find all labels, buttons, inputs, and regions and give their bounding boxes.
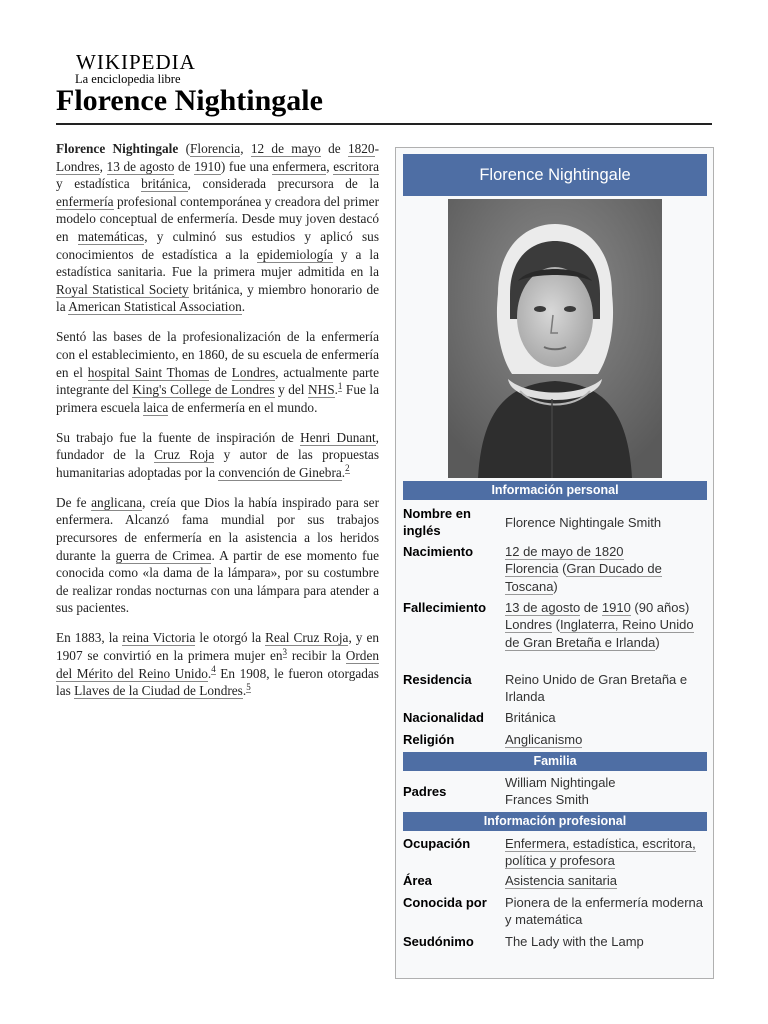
link-american-statistical-association[interactable]: American Statistical Association bbox=[68, 299, 242, 315]
reference-2[interactable]: 2 bbox=[345, 463, 350, 474]
page-title: Florence Nightingale bbox=[56, 84, 323, 117]
paragraph-faith: De fe anglicana, creía que Dios la había inspirado para ser enfermera. Alcanzó fama mundial por sus trabajos precursores de enfermería en la asistencia a los heridos durante la guerra de Crimea. A partir de ese momento fue conocida como «la dama de la lámpara», por su costumbre de realizar rondas nocturnas con una lámpara para atender a sus pacientes. bbox=[56, 494, 380, 616]
link-orden-del-merito[interactable]: Orden del Mérito del Reino Unido bbox=[56, 648, 379, 681]
link-birth-place[interactable]: Florencia bbox=[505, 561, 559, 577]
paragraph-honors: En 1883, la reina Victoria le otorgó la Real Cruz Roja, y en 1907 se convirtió en la primera mujer $en^3$ recibir la Orden del Mérito del Reino Unido.$^4$ En 1908, le fueron otorgadas las Llaves de la Ciudad de Londres.$^5$ bbox=[56, 630, 380, 699]
link-anglicanismo[interactable]: Anglicanismo bbox=[505, 732, 583, 747]
link-real-cruz-roja[interactable]: Real Cruz Roja bbox=[265, 630, 349, 646]
paragraph-intro: Florence Nightingale (Florencia, 12 de mayo de 1820-Londres, 13 de agosto de 1910) fue una enfermera, escritora y estadística británica, considerada precursora de la enfermería profesional contemporánea y creadora del primer modelo conceptual de enfermería. Desde muy joven destacó en matemáticas, y culminó sus estudios y aplicó sus conocimientos de estadística a la epidemiología y a la estadística sanitaria. Fue la primera mujer admitida en la Royal Statistical Society británica, y miembro honorario de la American Statistical Association. bbox=[56, 141, 379, 315]
link-londres-2[interactable]: Londres bbox=[231, 364, 276, 380]
link-birth-date[interactable]: 12 de mayo de 1820 bbox=[505, 544, 624, 559]
title-divider bbox=[56, 123, 712, 125]
portrait-photo[interactable] bbox=[448, 199, 662, 478]
link-asistencia-sanitaria[interactable]: Asistencia sanitaria bbox=[505, 873, 617, 888]
wikipedia-logo[interactable]: WIKIPEDIA bbox=[76, 50, 196, 74]
paragraph-school: Sentó las bases de la profesionalización de la enfermería con el establecimiento, en 1860, de su escuela de enfermería en el hospital Saint Thomas de Londres, actualmente parte integrante del King's College de Londres y del NHS.$^1$ Fue la primera escuela laica de enfermería en el mundo. bbox=[56, 329, 380, 415]
link-nhs[interactable]: NHS bbox=[307, 382, 335, 398]
infobox-title: Florence Nightingale bbox=[403, 154, 707, 196]
link-laica[interactable]: laica bbox=[143, 399, 169, 415]
reference-5[interactable]: 5 bbox=[246, 681, 251, 692]
link-death-date[interactable]: 13 de agosto bbox=[505, 600, 581, 615]
link-anglicana[interactable]: anglicana bbox=[91, 494, 143, 510]
paragraph-inspiration: Su trabajo fue la fuente de inspiración de Henri Dunant, fundador de la Cruz Roja y autor de las propuestas humanitarias adoptadas por la convención de Ginebra.$^2$ bbox=[56, 429, 379, 480]
link-llaves-ciudad-londres[interactable]: Llaves de la Ciudad de Londres bbox=[74, 683, 243, 699]
link-birth-region[interactable]: Gran Ducado de Toscana bbox=[505, 561, 662, 594]
reference-4[interactable]: 4 bbox=[211, 664, 216, 675]
link-12-de-mayo[interactable]: 12 de mayo bbox=[250, 141, 321, 156]
infobox: Florence Nightingale Información personal Nombre en inglés Florence Nightingale Smith Nacimiento 12 de mayo de 1820 Florencia (Gran Ducado de Toscana) Fallecimiento 13 de agosto de 1910 (90 años) Londres (Inglaterra, Reino Unido de Gran Bretaña e Irlanda) Residencia Reino Unido de Gran Bretaña e Irlanda Nacionalidad Británica Religión Anglicanismo Familia Padres William Nightingale Frances Smith Información profesional Ocupación Enfermera, estadística, escritora, política y profesora Área Asistencia sanitaria Conocida por Pionera de la enfermería moderna y matemática Seudónimo The Lady with the Lamp bbox=[395, 147, 714, 979]
link-royal-statistical-society[interactable]: Royal Statistical Society bbox=[56, 281, 189, 297]
section-professional-info: Información profesional bbox=[403, 812, 707, 831]
link-florencia[interactable]: Florencia bbox=[190, 141, 241, 156]
link-matematicas[interactable]: matemáticas bbox=[77, 228, 145, 244]
link-1820[interactable]: 1820 bbox=[347, 141, 375, 156]
section-personal-info: Información personal bbox=[403, 481, 707, 500]
article-body bbox=[56, 140, 379, 712]
link-enfermeria[interactable]: enfermería bbox=[56, 193, 114, 209]
link-death-region[interactable]: Inglaterra, Reino Unido de Gran Bretaña e Irlanda bbox=[505, 617, 694, 650]
subject-name: Florence Nightingale bbox=[56, 141, 179, 156]
link-13-de-agosto[interactable]: 13 de agosto bbox=[106, 158, 175, 174]
link-escritora[interactable]: escritora bbox=[333, 158, 379, 174]
reference-1[interactable]: 1 bbox=[337, 380, 343, 391]
link-reina-victoria[interactable]: reina Victoria bbox=[122, 630, 196, 646]
link-convencion-de-ginebra[interactable]: convención de Ginebra bbox=[218, 464, 342, 480]
link-epidemiologia[interactable]: epidemiología bbox=[256, 246, 333, 262]
link-death-year[interactable]: 1910 bbox=[601, 600, 631, 615]
reference-3[interactable]: 3 bbox=[282, 646, 287, 657]
link-kings-college[interactable]: King's College de Londres bbox=[132, 382, 275, 398]
section-family: Familia bbox=[403, 752, 707, 771]
link-occupation[interactable]: Enfermera, estadística, escritora, política y profesora bbox=[505, 836, 696, 869]
link-1910[interactable]: 1910 bbox=[194, 158, 221, 174]
link-death-place[interactable]: Londres bbox=[505, 617, 552, 633]
link-hospital-saint-thomas[interactable]: hospital Saint Thomas bbox=[87, 364, 210, 380]
link-enfermera[interactable]: enfermera bbox=[272, 158, 327, 174]
link-londres[interactable]: Londres bbox=[56, 158, 100, 174]
link-britanica[interactable]: británica bbox=[141, 176, 188, 192]
link-cruz-roja[interactable]: Cruz Roja bbox=[154, 447, 215, 463]
wikipedia-tagline: La enciclopedia libre bbox=[75, 72, 181, 86]
link-henri-dunant[interactable]: Henri Dunant bbox=[300, 429, 376, 445]
link-guerra-de-crimea[interactable]: guerra de Crimea bbox=[115, 547, 212, 563]
